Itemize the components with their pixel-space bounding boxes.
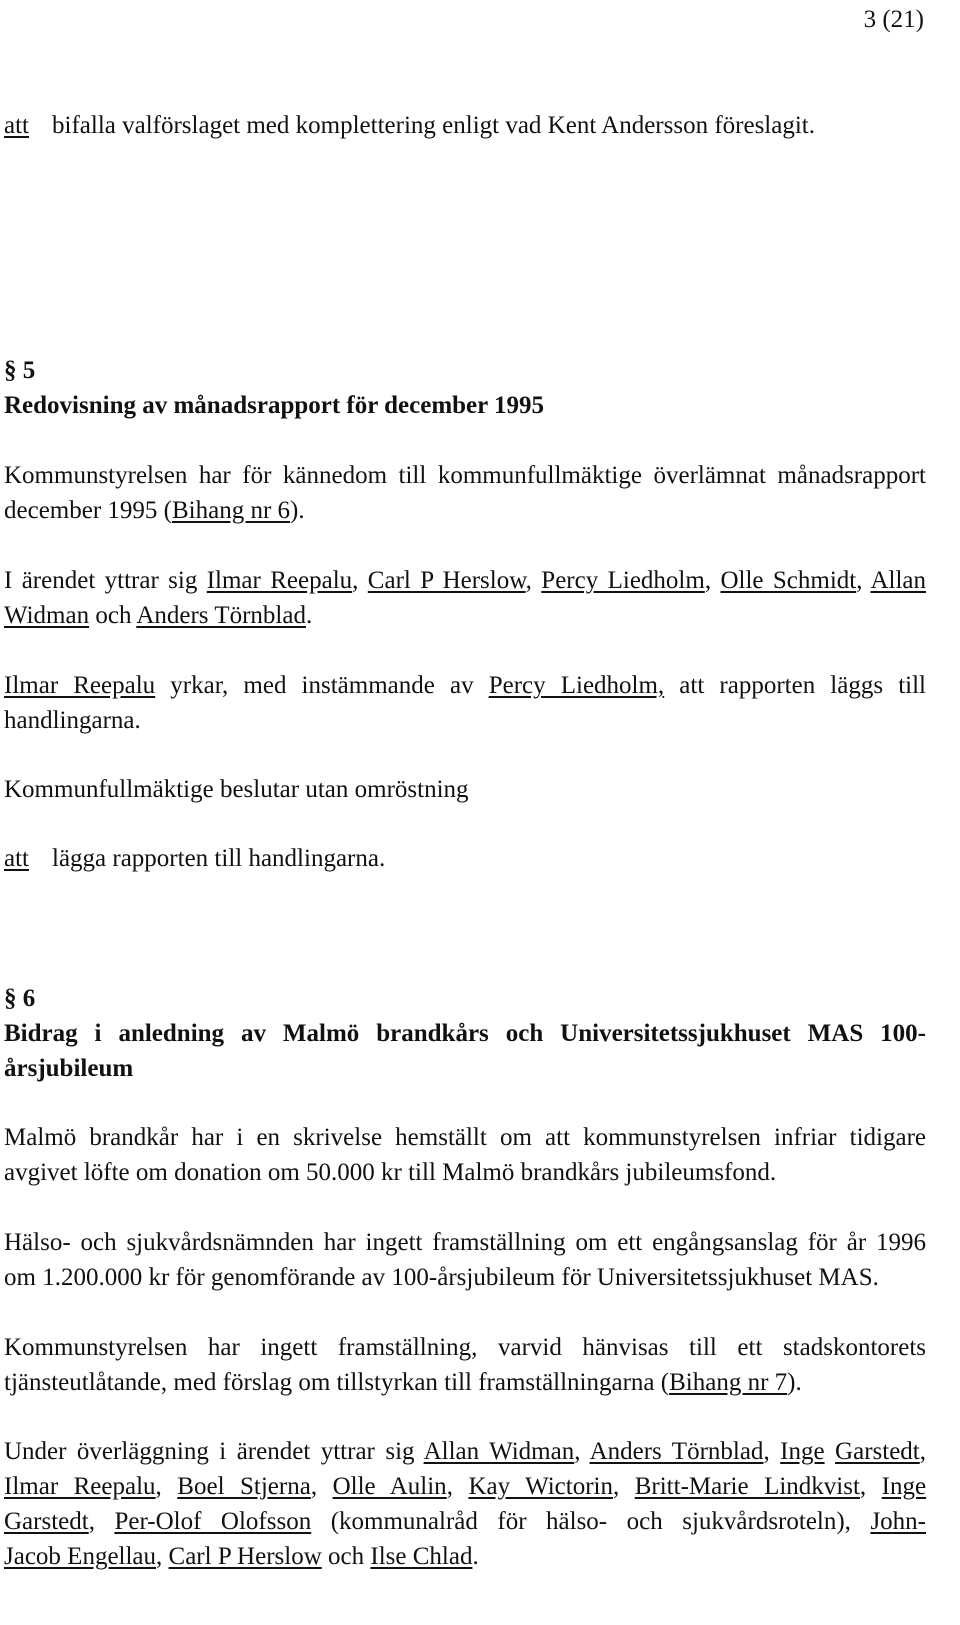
person-link[interactable]: Widman (4, 602, 90, 629)
section-5-paragraph-3-line-1: Ilmar Reepalu yrkar, med instämmande av Percy Liedholm, att rapporten läggs till (4, 672, 926, 699)
person-link[interactable]: Garstedt (4, 1508, 89, 1535)
section-5-paragraph-2-line-2: Widman och Anders Törnblad. (4, 602, 313, 629)
decision-text: lägga rapporten till handlingarna. (52, 845, 386, 872)
person-link[interactable]: Garstedt (835, 1438, 920, 1465)
section-6-paragraph-4-line-3: Garstedt, Per-Olof Olofsson (kommunalråd för hälso- och sjukvårdsroteln), John- (4, 1508, 926, 1535)
section-5-number: § 5 (4, 357, 36, 384)
person-link[interactable]: Ilmar Reepalu (206, 567, 353, 594)
bihang-link[interactable]: Bihang nr 7 (669, 1369, 788, 1396)
person-link[interactable]: Per-Olof Olofsson (114, 1508, 312, 1535)
section-6-paragraph-3-line-2: tjänsteutlåtande, med förslag om tillstyrkan till framställningarna (Bihang nr 7). (4, 1369, 802, 1396)
person-link[interactable]: Allan Widman (423, 1438, 575, 1465)
section-6-paragraph-4-line-4: Jacob Engellau, Carl P Herslow och Ilse Chlad. (4, 1543, 479, 1570)
person-link[interactable]: Inge (780, 1438, 825, 1465)
person-link[interactable]: Ilse Chlad (370, 1543, 473, 1570)
decision-line (4, 108, 815, 143)
section-6-paragraph-4-line-2: Ilmar Reepalu, Boel Stjerna, Olle Aulin, Kay Wictorin, Britt-Marie Lindkvist, Inge (4, 1473, 927, 1500)
section-5-paragraph-4: Kommunfullmäktige beslutar utan omröstning (4, 776, 469, 803)
person-link[interactable]: Anders Törnblad (589, 1438, 764, 1465)
section-6-paragraph-1-line-2: avgivet löfte om donation om 50.000 kr till Malmö brandkårs jubileumsfond. (4, 1159, 777, 1186)
section-6-title-line-1: Bidrag i anledning av Malmö brandkårs och Universitetssjukhuset MAS 100- (4, 1020, 926, 1047)
person-link[interactable]: Jacob Engellau (4, 1543, 157, 1570)
person-link[interactable]: Olle Aulin (332, 1473, 447, 1500)
person-link[interactable]: Britt-Marie Lindkvist (634, 1473, 860, 1500)
person-link[interactable]: Ilmar Reepalu (4, 1473, 156, 1500)
person-link[interactable]: Ilmar Reepalu (4, 672, 156, 699)
person-link[interactable]: Carl P Herslow (367, 567, 526, 594)
att-keyword: att (4, 112, 29, 139)
section-6-paragraph-2-line-2: om 1.200.000 kr för genomförande av 100-årsjubileum för Universitetssjukhuset MAS. (4, 1264, 879, 1291)
person-link[interactable]: Carl P Herslow (168, 1543, 322, 1570)
section-5-title: Redovisning av månadsrapport för december 1995 (4, 392, 545, 419)
section-6-paragraph-2-line-1: Hälso- och sjukvårdsnämnden har ingett framställning om ett engångsanslag för år 1996 (4, 1229, 926, 1256)
person-link[interactable]: Allan (870, 567, 927, 594)
decision-line (4, 841, 385, 876)
section-5-paragraph-1-line-2: december 1995 (Bihang nr 6). (4, 497, 305, 524)
section-6-number: § 6 (4, 985, 36, 1012)
section-6-title-line-2: årsjubileum (4, 1055, 134, 1082)
section-5-paragraph-2-line-1: I ärendet yttrar sig Ilmar Reepalu, Carl P Herslow, Percy Liedholm, Olle Schmidt, Allan (4, 567, 927, 594)
section-6-paragraph-4-line-1: Under överläggning i ärendet yttrar sig Allan Widman, Anders Törnblad, Inge Garstedt, (4, 1438, 926, 1465)
person-link[interactable]: Olle Schmidt (720, 567, 857, 594)
person-link[interactable]: Percy Liedholm (541, 567, 705, 594)
section-5-paragraph-3-line-2: handlingarna. (4, 707, 141, 734)
bihang-link[interactable]: Bihang nr 6 (171, 497, 291, 524)
section-6-paragraph-3-line-1: Kommunstyrelsen har ingett framställning, varvid hänvisas till ett stadskontorets (4, 1334, 926, 1361)
person-link[interactable]: Anders Törnblad (136, 602, 306, 629)
decision-text: bifalla valförslaget med komplettering enligt vad Kent Andersson föreslagit. (52, 112, 815, 139)
person-link[interactable]: Inge (881, 1473, 927, 1500)
person-link[interactable]: John- (870, 1508, 926, 1535)
person-link[interactable]: Kay Wictorin (468, 1473, 613, 1500)
page-number: 3 (21) (863, 6, 924, 33)
section-6-paragraph-1-line-1: Malmö brandkår har i en skrivelse hemställt om att kommunstyrelsen infriar tidigare (4, 1124, 926, 1151)
section-5-paragraph-1-line-1: Kommunstyrelsen har för kännedom till kommunfullmäktige överlämnat månadsrapport (4, 462, 926, 489)
att-keyword: att (4, 845, 29, 872)
person-link[interactable]: Boel Stjerna (177, 1473, 311, 1500)
person-link[interactable]: Percy Liedholm, (488, 672, 665, 699)
